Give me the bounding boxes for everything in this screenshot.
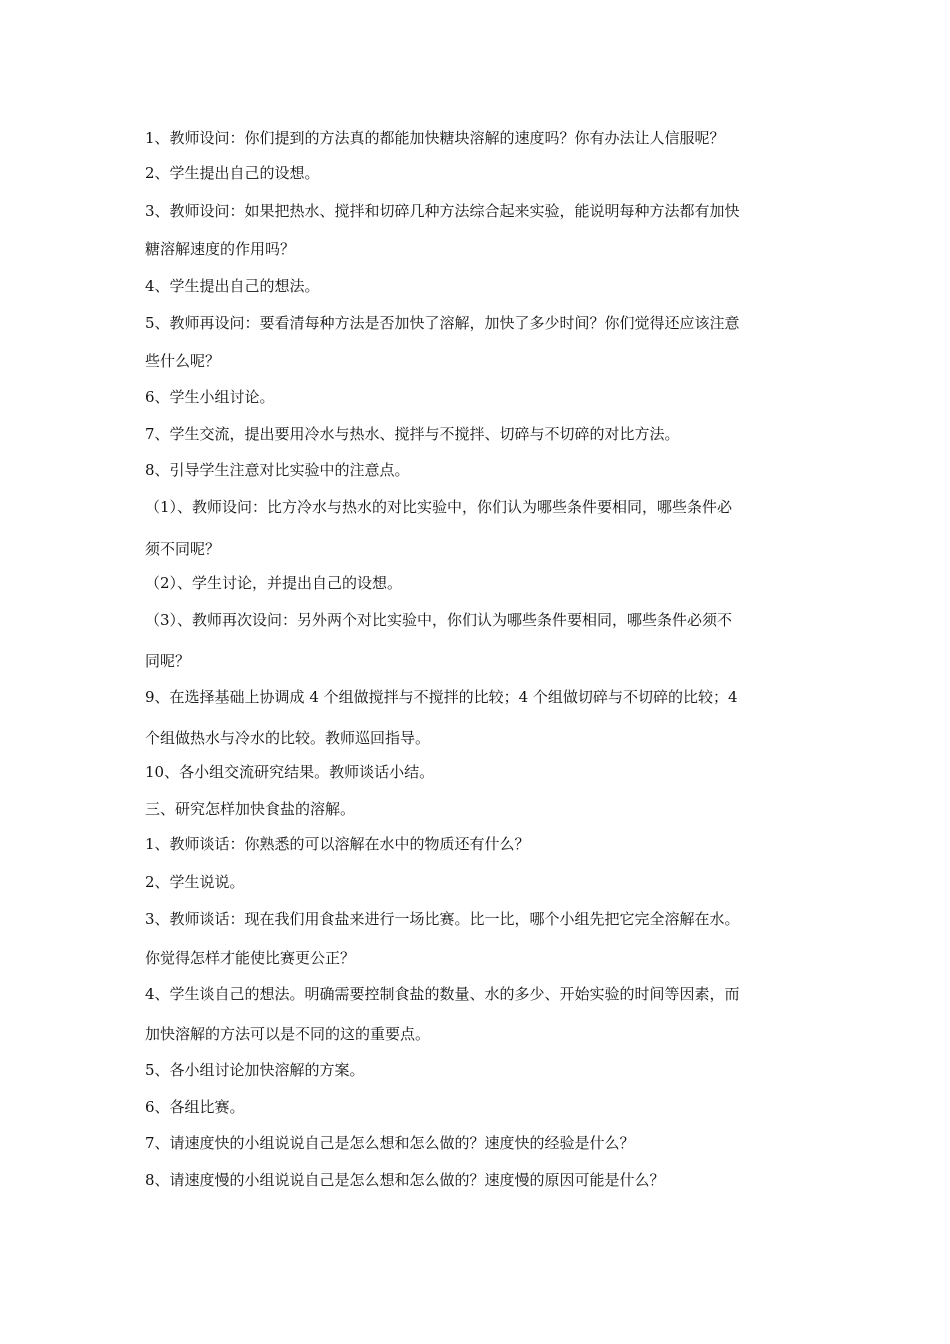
text-line: 7、请速度快的小组说说自己是怎么想和怎么做的？速度快的经验是什么？ [145,1134,635,1152]
section-heading: 三、研究怎样加快食盐的溶解。 [145,800,356,818]
text-line: 8、引导学生注意对比实验中的注意点。 [145,461,410,479]
text-line: （3）、教师再次设问：另外两个对比实验中，你们认为哪些条件要相同，哪些条件必须不 [145,611,733,629]
text-line: 2、学生提出自己的设想。 [145,164,320,182]
text-line: 些什么呢？ [145,352,221,370]
text-line: 须不同呢？ [145,540,221,558]
text-line: （1）、教师设问：比方冷水与热水的对比实验中，你们认为哪些条件要相同，哪些条件必 [145,498,733,516]
text-line: 8、请速度慢的小组说说自己是怎么想和怎么做的？速度慢的原因可能是什么？ [145,1171,665,1189]
text-line: 5、各小组讨论加快溶解的方案。 [145,1061,365,1079]
text-line: 个组做热水与冷水的比较。教师巡回指导。 [145,729,431,747]
text-line: 3、教师设问：如果把热水、搅拌和切碎几种方法综合起来实验，能说明每种方法都有加快 [145,202,740,220]
text-line: 糖溶解速度的作用吗？ [145,240,296,258]
text-line: （2）、学生讨论，并提出自己的设想。 [145,574,403,592]
text-line: 4、学生提出自己的想法。 [145,277,320,295]
text-line: 4、学生谈自己的想法。明确需要控制食盐的数量、水的多少、开始实验的时间等因素，而 [145,985,740,1003]
text-line: 你觉得怎样才能使比赛更公正？ [145,949,356,967]
text-line: 6、各组比赛。 [145,1098,245,1116]
text-line: 5、教师再设问：要看清每种方法是否加快了溶解，加快了多少时间？你们觉得还应该注意 [145,314,740,332]
text-line: 2、学生说说。 [145,873,245,891]
text-line: 加快溶解的方法可以是不同的这的重要点。 [145,1025,431,1043]
text-line: 3、教师谈话：现在我们用食盐来进行一场比赛。比一比，哪个小组先把它完全溶解在水。 [145,910,740,928]
text-line: 1、教师设问：你们提到的方法真的都能加快糖块溶解的速度吗？你有办法让人信服呢？ [145,129,725,147]
text-line: 同呢？ [145,652,191,670]
text-line: 7、学生交流，提出要用冷水与热水、搅拌与不搅拌、切碎与不切碎的对比方法。 [145,425,680,443]
text-line: 9、在选择基础上协调成 4 个组做搅拌与不搅拌的比较；4 个组做切碎与不切碎的比较；4 [145,688,738,706]
text-line: 10、各小组交流研究结果。教师谈话小结。 [145,763,435,781]
text-line: 6、学生小组讨论。 [145,388,275,406]
text-line: 1、教师谈话：你熟悉的可以溶解在水中的物质还有什么？ [145,835,530,853]
